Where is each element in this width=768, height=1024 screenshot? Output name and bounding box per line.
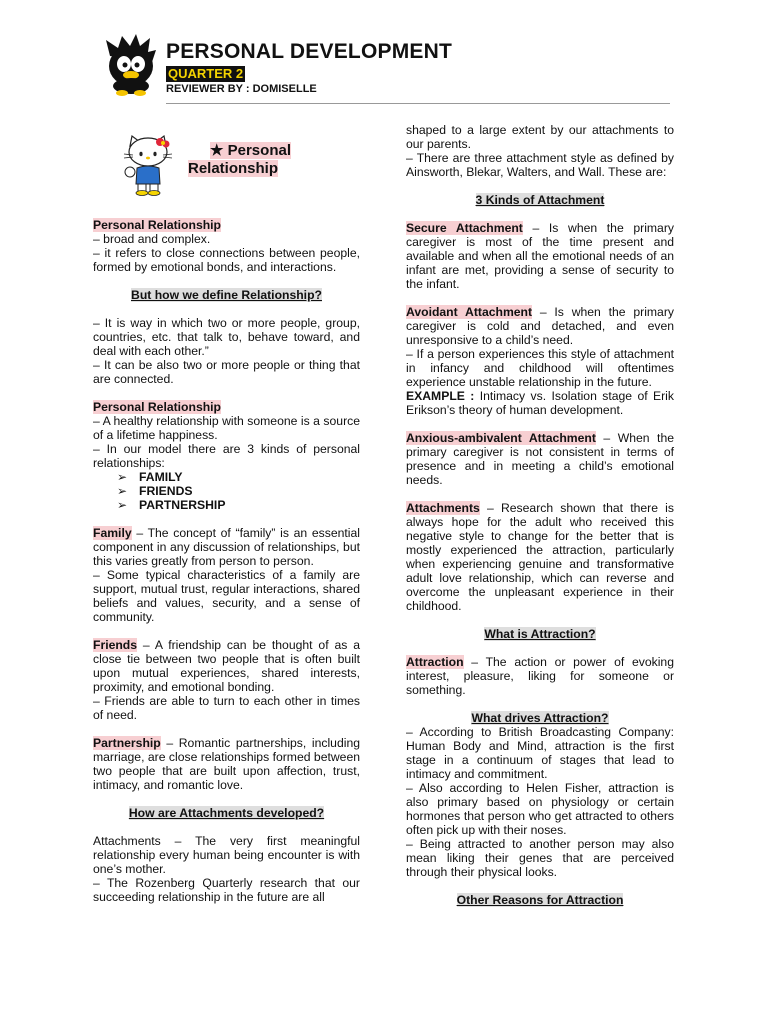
cat-character-illustration	[120, 134, 176, 196]
subheading-attachments-developed: How are Attachments developed?	[128, 806, 325, 820]
list-item: ➢ FRIENDS	[117, 484, 193, 498]
paragraph: – broad and complex.	[93, 232, 211, 246]
term-personal-relationship-2: Personal Relationship	[93, 400, 221, 414]
paragraph: – Some typical characteristics of a family are support, mutual trust, regular interactions, shared beliefs and values, security, and a sense of community.	[93, 568, 360, 624]
paragraph: – It is way in which two or more people, group, countries, etc. that talk to, behave toward, and deal with each other.”	[93, 316, 360, 358]
paragraph: – Friends are able to turn to each other in times of need.	[93, 694, 360, 722]
reviewer-credit: REVIEWER BY : DOMISELLE	[166, 83, 317, 95]
left-column	[93, 218, 360, 904]
document-title: PERSONAL DEVELOPMENT	[166, 40, 452, 63]
paragraph: shaped to a large extent by our attachments to our parents.	[406, 123, 674, 151]
paragraph: – Being attracted to another person may also mean liking their genes that are perceived through their physical looks.	[406, 837, 674, 879]
right-column	[406, 123, 674, 907]
paragraph: – It can be also two or more people or thing that are connected.	[93, 358, 360, 386]
paragraph: – There are three attachment style as defined by Ainsworth, Blekar, Walters, and Wall. These are:	[406, 151, 674, 179]
paragraph: – The Rozenberg Quarterly research that our succeeding relationship in the future are all	[93, 876, 360, 904]
paragraph-partnership: Partnership – Romantic partnerships, including marriage, are close relationships formed between two people that are built upon affection, trust, intimacy, and romantic love.	[93, 736, 360, 792]
paragraph-friends: Friends – A friendship can be thought of as a close tie between two people that is often built upon mutual experiences, shared interests, proximity, and emotional bonding.	[93, 638, 360, 694]
subheading-what-is-attraction: What is Attraction?	[484, 627, 596, 641]
arrow-bullet-icon: ➢	[117, 484, 128, 498]
subheading-kinds-of-attachment: 3 Kinds of Attachment	[475, 193, 605, 207]
paragraph-family: Family – The concept of “family” is an essential component in any discussion of relationships, but this varies greatly from person to person.	[93, 526, 360, 568]
paragraph-attraction: Attraction – The action or power of evoking interest, pleasure, liking for someone or something.	[406, 655, 674, 697]
paragraph: – If a person experiences this style of attachment in infancy and childhood will oftentimes experience unstable relationship in the future.	[406, 347, 674, 389]
arrow-bullet-icon: ➢	[117, 498, 128, 512]
header-divider	[166, 103, 670, 104]
paragraph-avoidant: Avoidant Attachment – Is when the primary caregiver is cold and detached, and even unresponsive to a child’s need.	[406, 305, 674, 347]
term-personal-relationship: Personal Relationship	[93, 218, 221, 232]
list-item: ➢ FAMILY	[117, 470, 183, 484]
penguin-mascot-logo	[104, 34, 158, 96]
subheading-other-reasons: Other Reasons for Attraction	[456, 893, 624, 907]
section-title: ★ Personal Relationship	[188, 142, 291, 177]
paragraph: – A healthy relationship with someone is a source of a lifetime happiness.	[93, 414, 360, 442]
star-icon: ★	[210, 142, 224, 159]
quarter-badge: QUARTER 2	[168, 66, 244, 81]
subheading-what-drives-attraction: What drives Attraction?	[471, 711, 609, 725]
paragraph: – it refers to close connections between people, formed by emotional bonds, and interactions.	[93, 246, 360, 274]
paragraph: – In our model there are 3 kinds of personal relationships:	[93, 442, 360, 470]
paragraph-secure: Secure Attachment – Is when the primary caregiver is most of the time present and available and when all the emotional needs of an infant are met, providing a sense of security to the infant.	[406, 221, 674, 291]
paragraph-example: EXAMPLE : Intimacy vs. Isolation stage of Erik Erikson’s theory of human development.	[406, 389, 674, 417]
arrow-bullet-icon: ➢	[117, 470, 128, 484]
relationship-kinds-list	[93, 470, 360, 512]
paragraph: Attachments – The very first meaningful relationship every human being encounter is with one’s mother.	[93, 834, 360, 876]
subheading-define-relationship: But how we define Relationship?	[131, 288, 322, 302]
paragraph-attachments: Attachments – Research shown that there is always hope for the adult who received this negative style to change for the better that is mostly experienced the attraction, particularly when experiencing genuine and transformative adult love relationship, which can reverse and overcome the unpleasant experience in their childhood.	[406, 501, 674, 613]
paragraph: – According to British Broadcasting Company: Human Body and Mind, attraction is the first stage in a continuum of stages that lead to intimacy and commitment.	[406, 725, 674, 781]
list-item: ➢ PARTNERSHIP	[117, 498, 226, 512]
paragraph-anxious: Anxious-ambivalent Attachment – When the primary caregiver is not consistent in terms of presence and in meeting a child’s emotional needs.	[406, 431, 674, 487]
paragraph: – Also according to Helen Fisher, attraction is also primary based on physiology or certain hormones that person who get attracted to others often pick up with their noses.	[406, 781, 674, 837]
